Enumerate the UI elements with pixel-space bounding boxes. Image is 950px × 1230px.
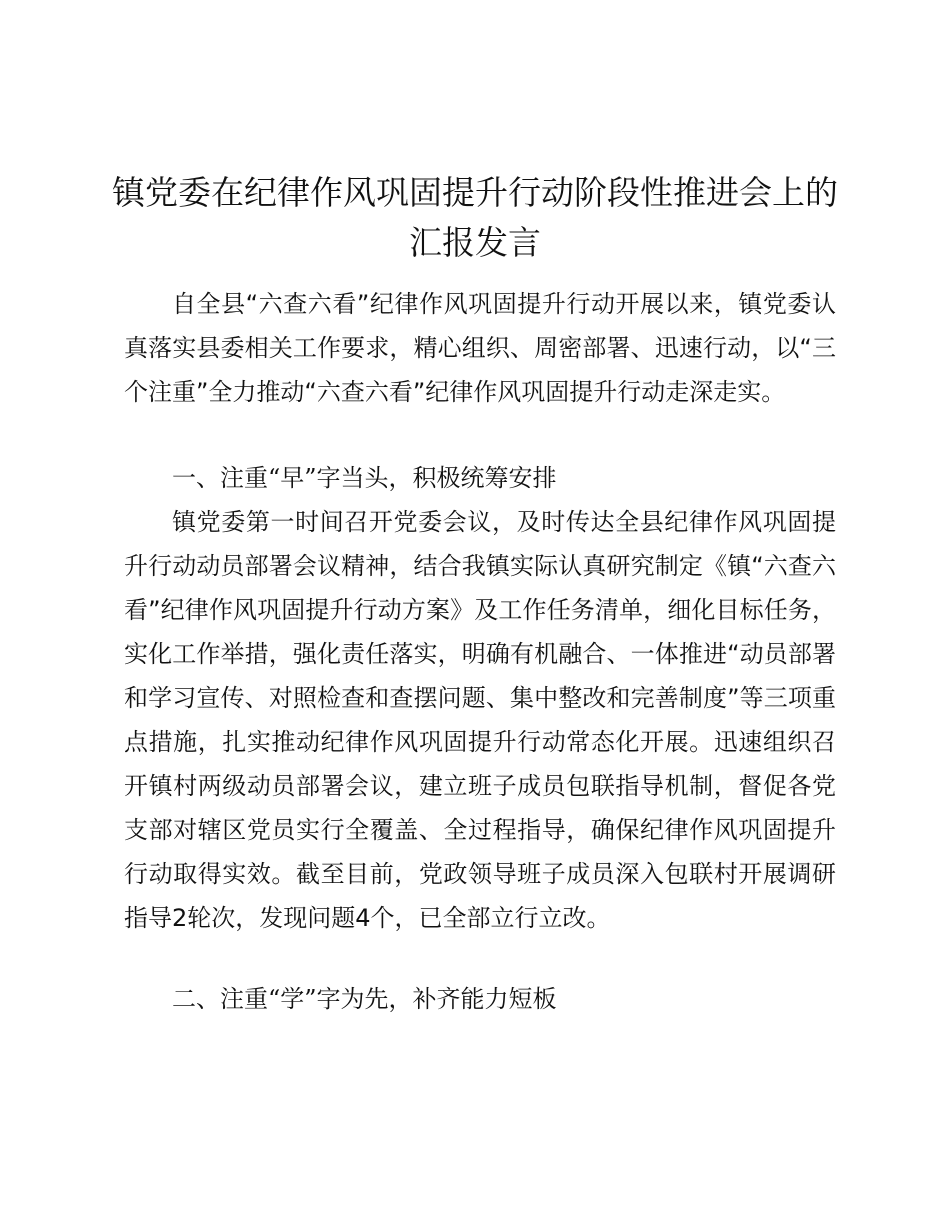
intro-paragraph: 自全县“六查六看”纪律作风巩固提升行动开展以来，镇党委认真落实县委相关工作要求，精心组织、周密部署、迅速行动，以“三个注重”全力推动“六查六看”纪律作风巩固提升行动走深走实。 [124,290,836,406]
section-1-heading: 一、注重“早”字当头，积极统筹安排 [172,464,557,492]
document-title: 镇党委在纪律作风巩固提升行动阶段性推进会上的汇报发言 [112,173,838,262]
section-1-paragraph: 镇党委第一时间召开党委会议，及时传达全县纪律作风巩固提升行动动员部署会议精神，结合我镇实际认真研究制定《镇“六查六看”纪律作风巩固提升行动方案》及工作任务清单，细化目标任务，实化工作举措，强化责任落实，明确有机融合、一体推进“动员部署和学习宣传、对照检查和查摆问题、集中整改和完善制度”等三项重点措施，扎实推动纪律作风巩固提升行动常态化开展。迅速组织召开镇村两级动员部署会议，建立班子成员包联指导机制，督促各党支部对辖区党员实行全覆盖、全过程指导，确保纪律作风巩固提升行动取得实效。截至目前，党政领导班子成员深入包联村开展调研指导2轮次，发现问题4个，已全部立行立改。 [124,508,836,932]
section-2-heading: 二、注重“学”字为先，补齐能力短板 [172,985,557,1013]
